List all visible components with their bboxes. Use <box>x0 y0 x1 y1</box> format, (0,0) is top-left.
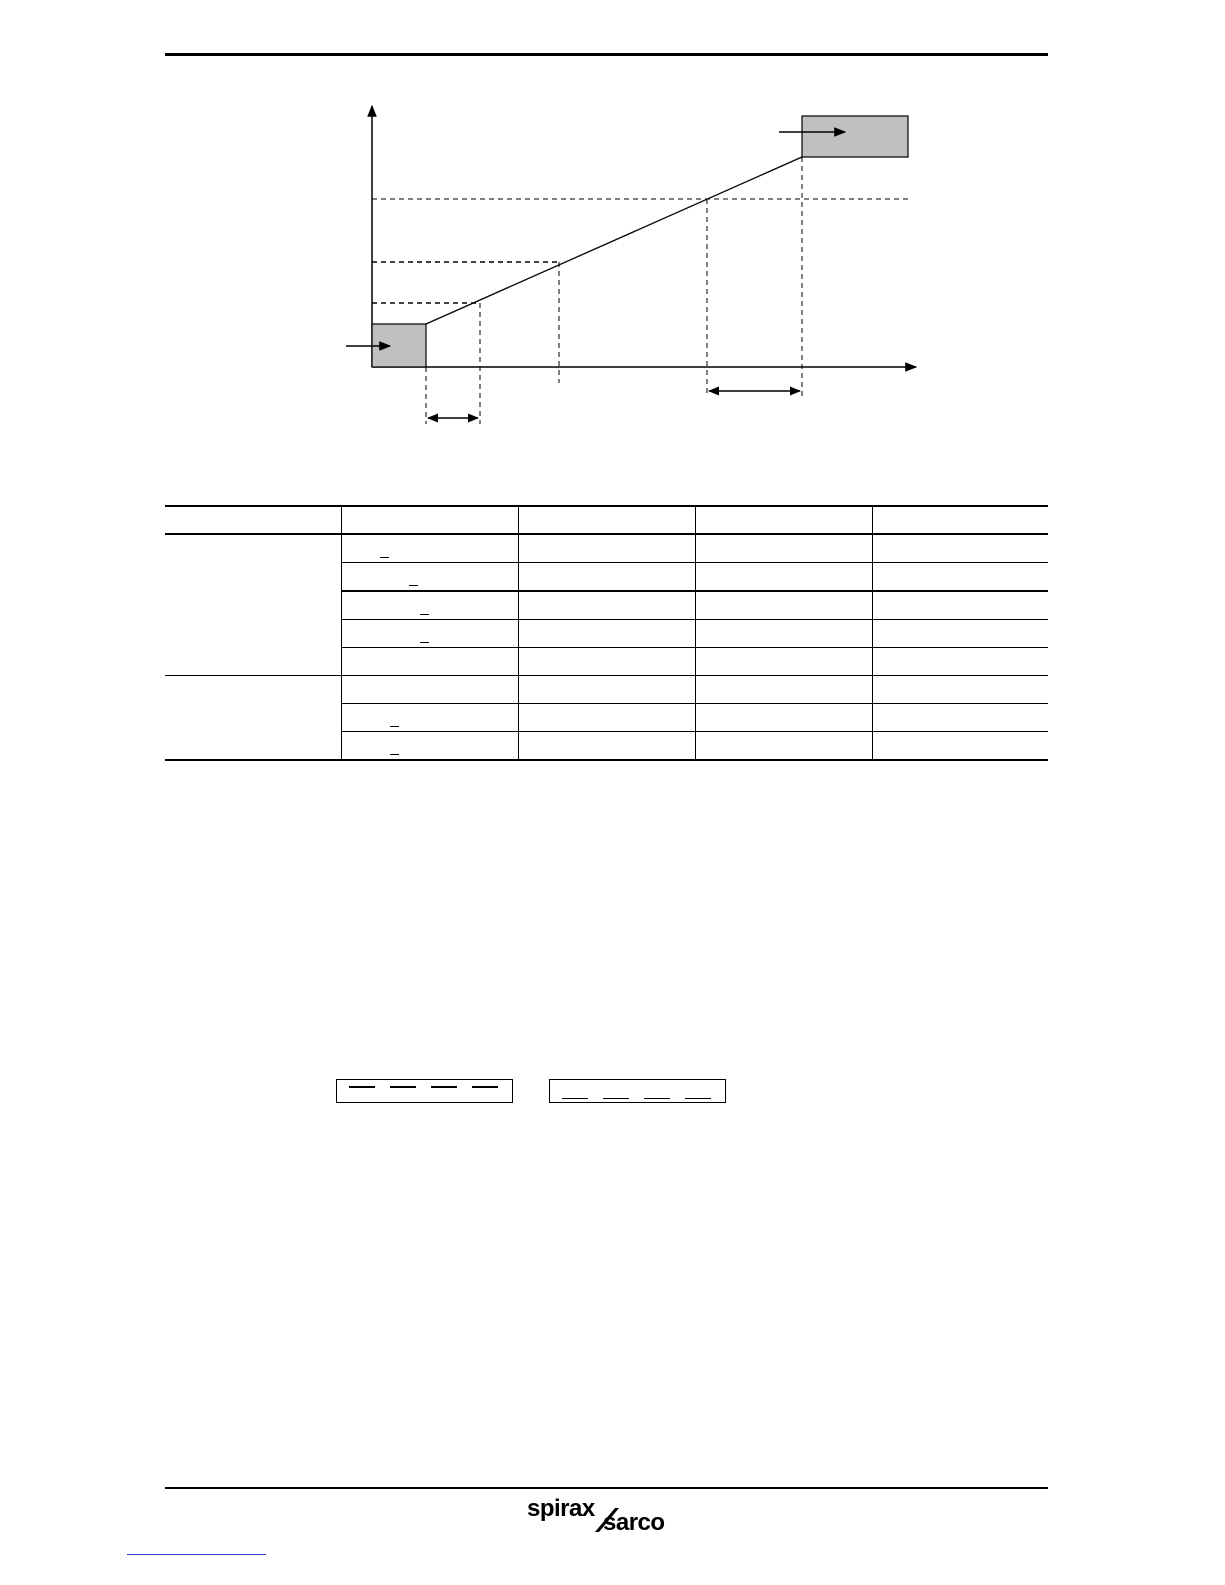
table-cell <box>872 620 1048 648</box>
table-cell <box>872 506 1048 534</box>
table-cell <box>341 534 518 563</box>
table-cell <box>518 676 695 704</box>
logo-text-bottom: sarco <box>603 1509 665 1534</box>
table-row <box>165 534 1048 563</box>
table-cell <box>518 563 695 592</box>
display-segment <box>562 1098 588 1099</box>
upper-shaded-zone <box>802 116 908 157</box>
display-segment <box>685 1098 711 1099</box>
table-row <box>165 676 1048 704</box>
table-cell <box>341 563 518 592</box>
display-segment <box>390 1086 416 1088</box>
table-cell <box>518 704 695 732</box>
table-cell <box>872 676 1048 704</box>
underscore-mark <box>390 726 399 727</box>
table-cell <box>518 620 695 648</box>
table-header-row <box>165 506 1048 534</box>
table-cell <box>872 732 1048 761</box>
underscore-mark <box>420 642 429 643</box>
table-cell <box>341 732 518 761</box>
table-cell <box>695 732 872 761</box>
table-cell <box>518 732 695 761</box>
footer-link-underline[interactable] <box>127 1554 266 1555</box>
pressure-curve-diagram <box>0 0 1225 440</box>
underscore-mark <box>420 614 429 615</box>
table-cell <box>518 591 695 620</box>
table-group-cell <box>165 676 341 761</box>
underscore-mark <box>390 754 399 755</box>
table-cell <box>695 506 872 534</box>
spirax-sarco-logo <box>527 1494 687 1534</box>
table-cell <box>872 591 1048 620</box>
table-cell <box>695 591 872 620</box>
display-segment <box>349 1086 375 1088</box>
table-cell <box>872 563 1048 592</box>
display-lower-segments <box>549 1079 726 1103</box>
display-segment <box>431 1086 457 1088</box>
table-cell <box>518 534 695 563</box>
table-cell <box>341 648 518 676</box>
display-upper-segments <box>336 1079 513 1103</box>
table-cell <box>695 563 872 592</box>
footer-rule <box>165 1487 1048 1489</box>
spec-table <box>165 505 1048 761</box>
characteristic-line <box>426 157 802 324</box>
table-cell <box>341 676 518 704</box>
table-cell <box>341 704 518 732</box>
table-cell <box>695 648 872 676</box>
table-group-cell <box>165 534 341 676</box>
table-cell <box>872 534 1048 563</box>
table-cell <box>165 506 341 534</box>
table-cell <box>695 676 872 704</box>
table-cell <box>695 534 872 563</box>
display-segment <box>644 1098 670 1099</box>
display-segment <box>603 1098 629 1099</box>
display-segment <box>472 1086 498 1088</box>
table-cell <box>341 591 518 620</box>
table-cell <box>341 506 518 534</box>
table-cell <box>695 704 872 732</box>
underscore-mark <box>409 585 418 586</box>
table-cell <box>872 704 1048 732</box>
table-cell <box>518 506 695 534</box>
table-cell <box>341 620 518 648</box>
table-cell <box>872 648 1048 676</box>
table-cell <box>695 620 872 648</box>
underscore-mark <box>380 557 389 558</box>
logo-text-top: spirax <box>527 1495 595 1522</box>
table-cell <box>518 648 695 676</box>
